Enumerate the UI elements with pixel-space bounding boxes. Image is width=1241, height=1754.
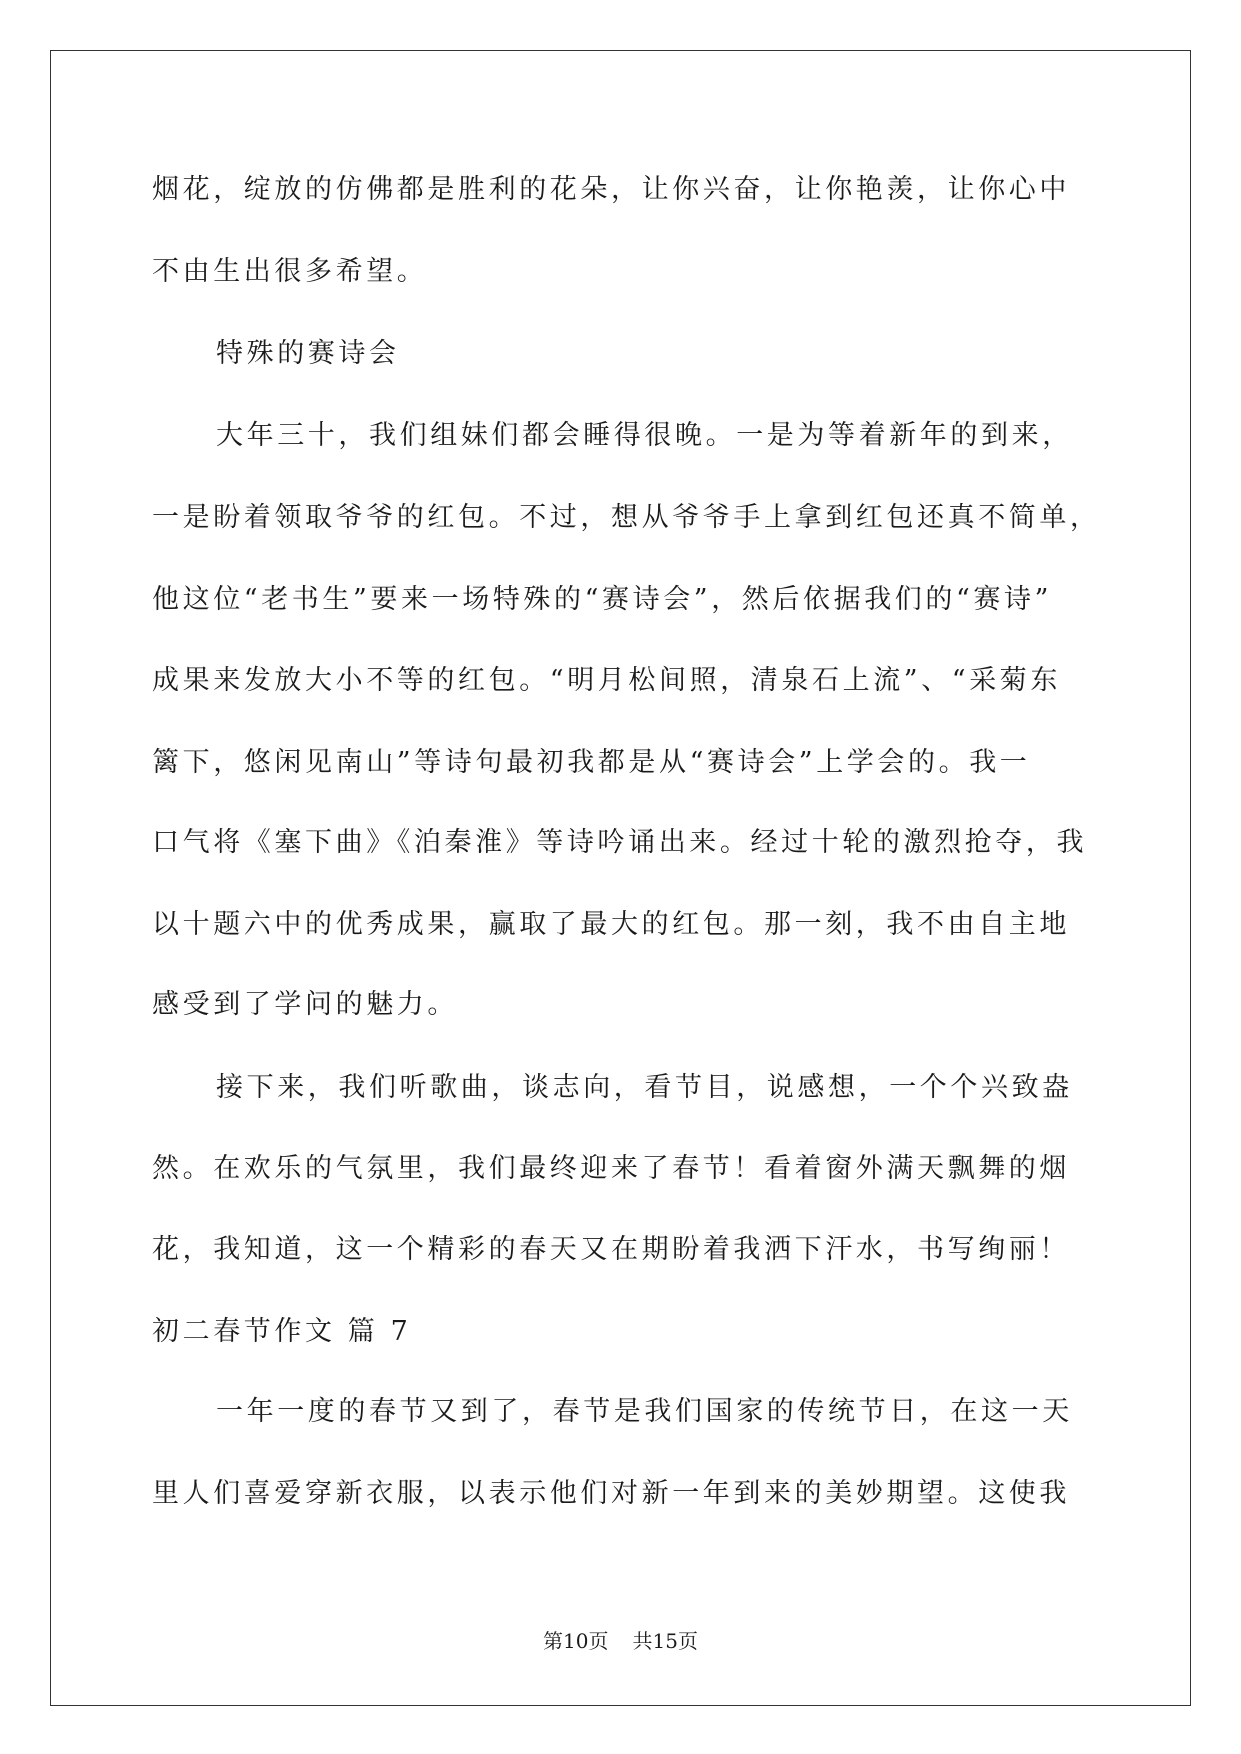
paragraph-line: 烟花，绽放的仿佛都是胜利的花朵，让你兴奋，让你艳羡，让你心中: [152, 174, 1070, 205]
paragraph-line: 一年一度的春节又到了，春节是我们国家的传统节日，在这一天: [216, 1396, 1073, 1427]
page-total: 共15页: [632, 1629, 698, 1653]
paragraph-line: 一是盼着领取爷爷的红包。不过，想从爷爷手上拿到红包还真不简单，: [152, 502, 1101, 533]
paragraph-line: 他这位“老书生”要来一场特殊的“赛诗会”，然后依据我们的“赛诗”: [152, 584, 1053, 615]
paragraph-line: 然。在欢乐的气氛里，我们最终迎来了春节！看着窗外满天飘舞的烟: [152, 1153, 1070, 1184]
page-footer: [0, 1628, 1241, 1654]
paragraph-line: 花，我知道，这一个精彩的春天又在期盼着我洒下汗水，书写绚丽！: [152, 1234, 1070, 1265]
section-title: 初二春节作文 篇 7: [152, 1316, 412, 1347]
paragraph-line: 口气将《塞下曲》《泊秦淮》等诗吟诵出来。经过十轮的激烈抢夺，我: [152, 827, 1088, 858]
paragraph-line: 感受到了学问的魅力。: [152, 989, 458, 1020]
paragraph-line: 篱下，悠闲见南山”等诗句最初我都是从“赛诗会”上学会的。我一: [152, 747, 1031, 778]
paragraph-line: 不由生出很多希望。: [152, 256, 428, 287]
paragraph-line: 里人们喜爱穿新衣服，以表示他们对新一年到来的美妙期望。这使我: [152, 1478, 1070, 1509]
page-border: [50, 50, 1191, 1706]
paragraph-line: 接下来，我们听歌曲，谈志向，看节目，说感想，一个个兴致盎: [216, 1072, 1073, 1103]
paragraph-line: 成果来发放大小不等的红包。“明月松间照，清泉石上流”、“采菊东: [152, 665, 1062, 696]
page-number: 第10页: [543, 1629, 609, 1653]
subheading: 特殊的赛诗会: [216, 338, 400, 369]
paragraph-line: 以十题六中的优秀成果，赢取了最大的红包。那一刻，我不由自主地: [152, 909, 1070, 940]
paragraph-line: 大年三十，我们组妹们都会睡得很晚。一是为等着新年的到来，: [216, 420, 1073, 451]
